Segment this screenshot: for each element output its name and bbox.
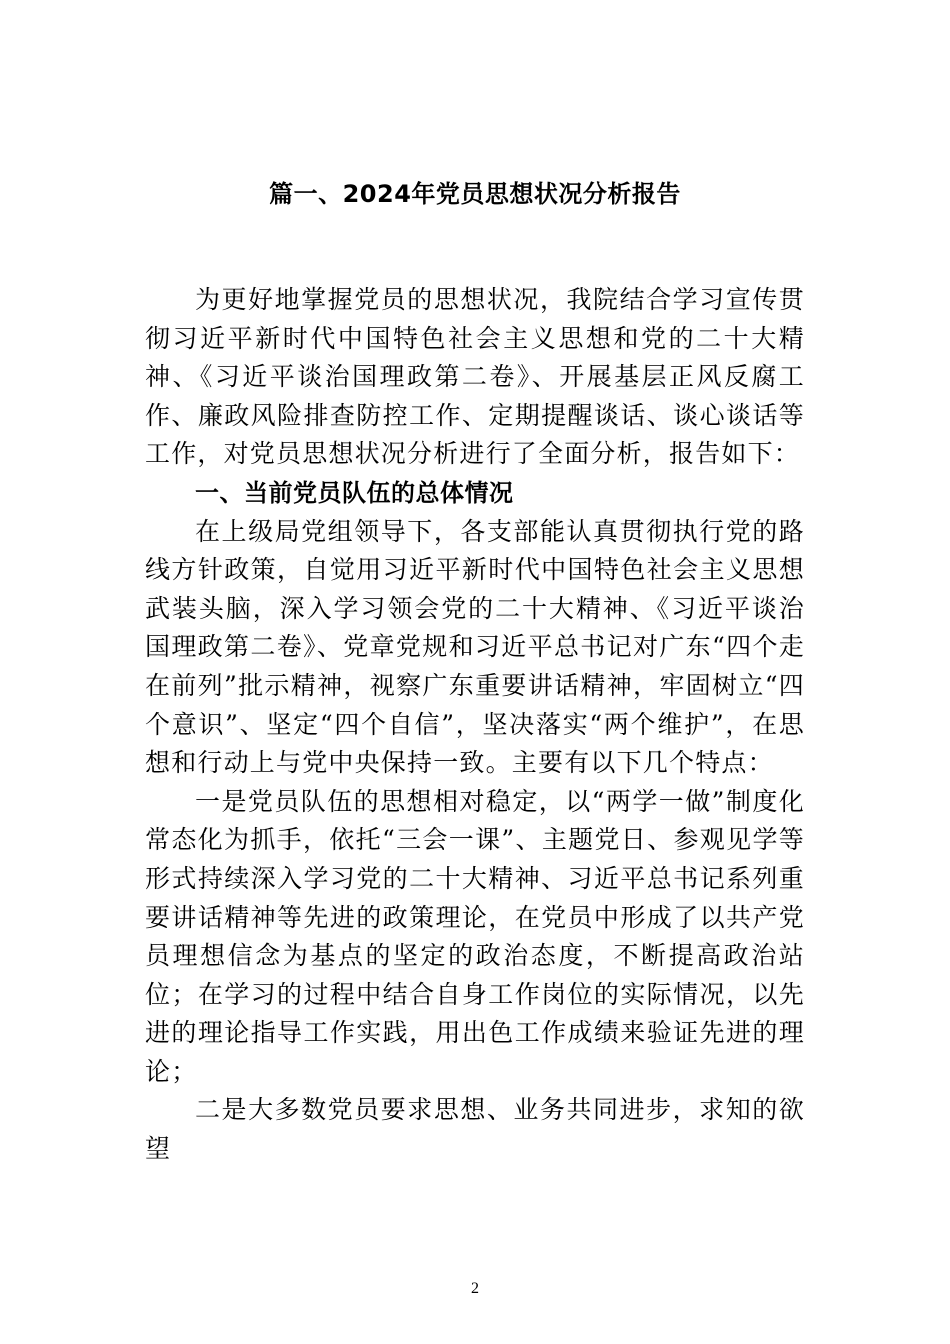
section-paragraph-1: 在上级局党组领导下，各支部能认真贯彻执行党的路线方针政策，自觉用习近平新时代中国特色社会主义思想武装头脑，深入学习领会党的二十大精神、《习近平谈治国理政第二卷》、党章党规和习近平总书记对广东“四个走在前列”批示精神，视察广东重要讲话精神，牢固树立“四个意识”、坚定“四个自信”，坚决落实“两个维护”，在思想和行动上与党中央保持一致。主要有以下几个特点：: [145, 516, 805, 778]
page-number: 2: [471, 1280, 479, 1297]
document-title: 篇一、2024年党员思想状况分析报告: [269, 180, 681, 208]
document-body: [145, 281, 805, 1169]
intro-paragraph: 为更好地掌握党员的思想状况，我院结合学习宣传贯彻习近平新时代中国特色社会主义思想和党的二十大精神、《习近平谈治国理政第二卷》、开展基层正风反腐工作、廉政风险排查防控工作、定期提醒谈话、谈心谈话等工作，对党员思想状况分析进行了全面分析，报告如下：: [145, 285, 805, 469]
section-heading: 一、当前党员队伍的总体情况: [195, 478, 514, 507]
section-paragraph-3: 二是大多数党员要求思想、业务共同进步，求知的欲望: [145, 1095, 805, 1164]
section-paragraph-2: 一是党员队伍的思想相对稳定，以“两学一做”制度化常态化为抓手，依托“三会一课”、主题党日、参观见学等形式持续深入学习党的二十大精神、习近平总书记系列重要讲话精神等先进的政策理论，在党员中形成了以共产党员理想信念为基点的坚定的政治态度，不断提高政治站位；在学习的过程中结合自身工作岗位的实际情况，以先进的理论指导工作实践，用出色工作成绩来验证先进的理论；: [145, 786, 805, 1086]
